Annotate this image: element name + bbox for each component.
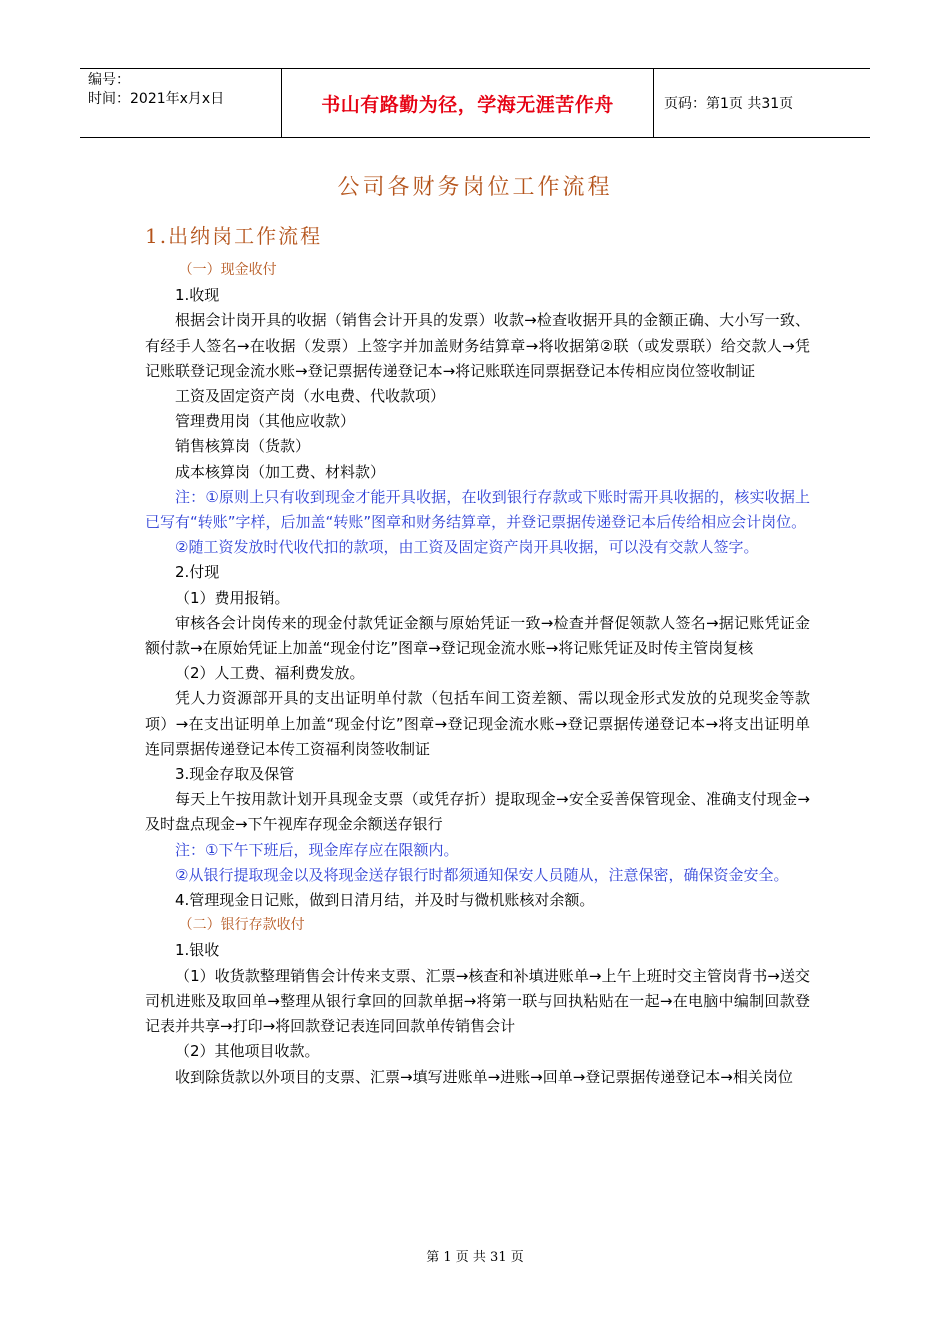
page-footer: 第 1 页 共 31 页 bbox=[426, 1250, 524, 1265]
page-header bbox=[80, 68, 870, 138]
body-paragraph: 2.付现 bbox=[175, 563, 220, 582]
body-paragraph: 审核各会计岗传来的现金付款凭证金额与原始凭证一致→检查并督促领款人签名→据记账凭证金额付款→在原始凭证上加盖“现金付讫”图章→登记现金流水账→将记账凭证及时传主管岗复核 bbox=[145, 613, 810, 658]
note-paragraph: 注：①原则上只有收到现金才能开具收据，在收到银行存款或下账时需开具收据的，核实收据上已写有“转账”字样，后加盖“转账”图章和财务结算章，并登记票据传递登记本后传给相应会计岗位。 bbox=[145, 487, 810, 532]
number-label: 编号： bbox=[88, 72, 130, 88]
body-paragraph: 1.银收 bbox=[175, 941, 220, 960]
body-paragraph: （2）人工费、福利费发放。 bbox=[175, 664, 365, 683]
subsection-heading: （一）现金收付 bbox=[178, 262, 277, 278]
note-paragraph: ②从银行提取现金以及将现金送存银行时都须通知保安人员随从，注意保密，确保资金安全。 bbox=[175, 865, 789, 884]
body-paragraph: 收到除货款以外项目的支票、汇票→填写进账单→进账→回单→登记票据传递登记本→相关岗位 bbox=[175, 1067, 793, 1086]
header-motto: 书山有路勤为径，学海无涯苦作舟 bbox=[282, 69, 654, 137]
body-paragraph: 凭人力资源部开具的支出证明单付款（包括车间工资差额、需以现金形式发放的兑现奖金等款项）→在支出证明单上加盖“现金付讫”图章→登记现金流水账→登记票据传递登记本→将支出证明单连同票据传递登记本传工资福利岗签收制证 bbox=[145, 689, 810, 758]
note-paragraph: ②随工资发放时代收代扣的款项，由工资及固定资产岗开具收据，可以没有交款人签字。 bbox=[175, 538, 759, 557]
subsection-heading: （二）银行存款收付 bbox=[178, 917, 305, 934]
body-paragraph: 根据会计岗开具的收据（销售会计开具的发票）收款→检查收据开具的金额正确、大小写一致、有经手人签名→在收据（发票）上签字并加盖财务结算章→将收据第②联（或发票联）给交款人→凭记账联登记现金流水账→登记票据传递登记本→将记账联连同票据登记本传相应岗位签收制证 bbox=[145, 311, 810, 380]
body-paragraph: 1.收现 bbox=[175, 286, 220, 305]
document-body bbox=[145, 258, 810, 1090]
body-paragraph: （1）收货款整理销售会计传来支票、汇票→核查和补填进账单→上午上班时交主管岗背书→送交司机进账及取回单→整理从银行拿回的回款单据→将第一联与回执粘贴在一起→在电脑中编制回款登记表并共享→打印→将回款登记表连同回款单传销售会计 bbox=[145, 966, 810, 1036]
date-label: 时间：2021年x月x日 bbox=[88, 91, 225, 107]
body-paragraph: 4.管理现金日记账，做到日清月结，并及时与微机账核对余额。 bbox=[175, 891, 595, 910]
body-paragraph: （2）其他项目收款。 bbox=[175, 1042, 320, 1061]
document-title: 公司各财务岗位工作流程 bbox=[337, 175, 613, 200]
note-paragraph: 注：①下午下班后，现金库存应在限额内。 bbox=[175, 840, 459, 859]
body-paragraph: 工资及固定资产岗（水电费、代收款项） bbox=[175, 387, 446, 406]
section-title: 1.出纳岗工作流程 bbox=[145, 224, 323, 248]
body-paragraph: 每天上午按用款计划开具现金支票（或凭存折）提取现金→安全妥善保管现金、准确支付现金→及时盘点现金→下午视库存现金余额送存银行 bbox=[145, 790, 810, 834]
body-paragraph: 销售核算岗（货款） bbox=[175, 437, 311, 456]
header-page-info: 页码：第1页 共31页 bbox=[664, 96, 794, 112]
body-paragraph: 3.现金存取及保管 bbox=[175, 765, 295, 784]
body-paragraph: （1）费用报销。 bbox=[175, 588, 290, 607]
body-paragraph: 成本核算岗（加工费、材料款） bbox=[175, 462, 386, 481]
body-paragraph: 管理费用岗（其他应收款） bbox=[175, 412, 356, 431]
header-meta bbox=[80, 69, 282, 137]
